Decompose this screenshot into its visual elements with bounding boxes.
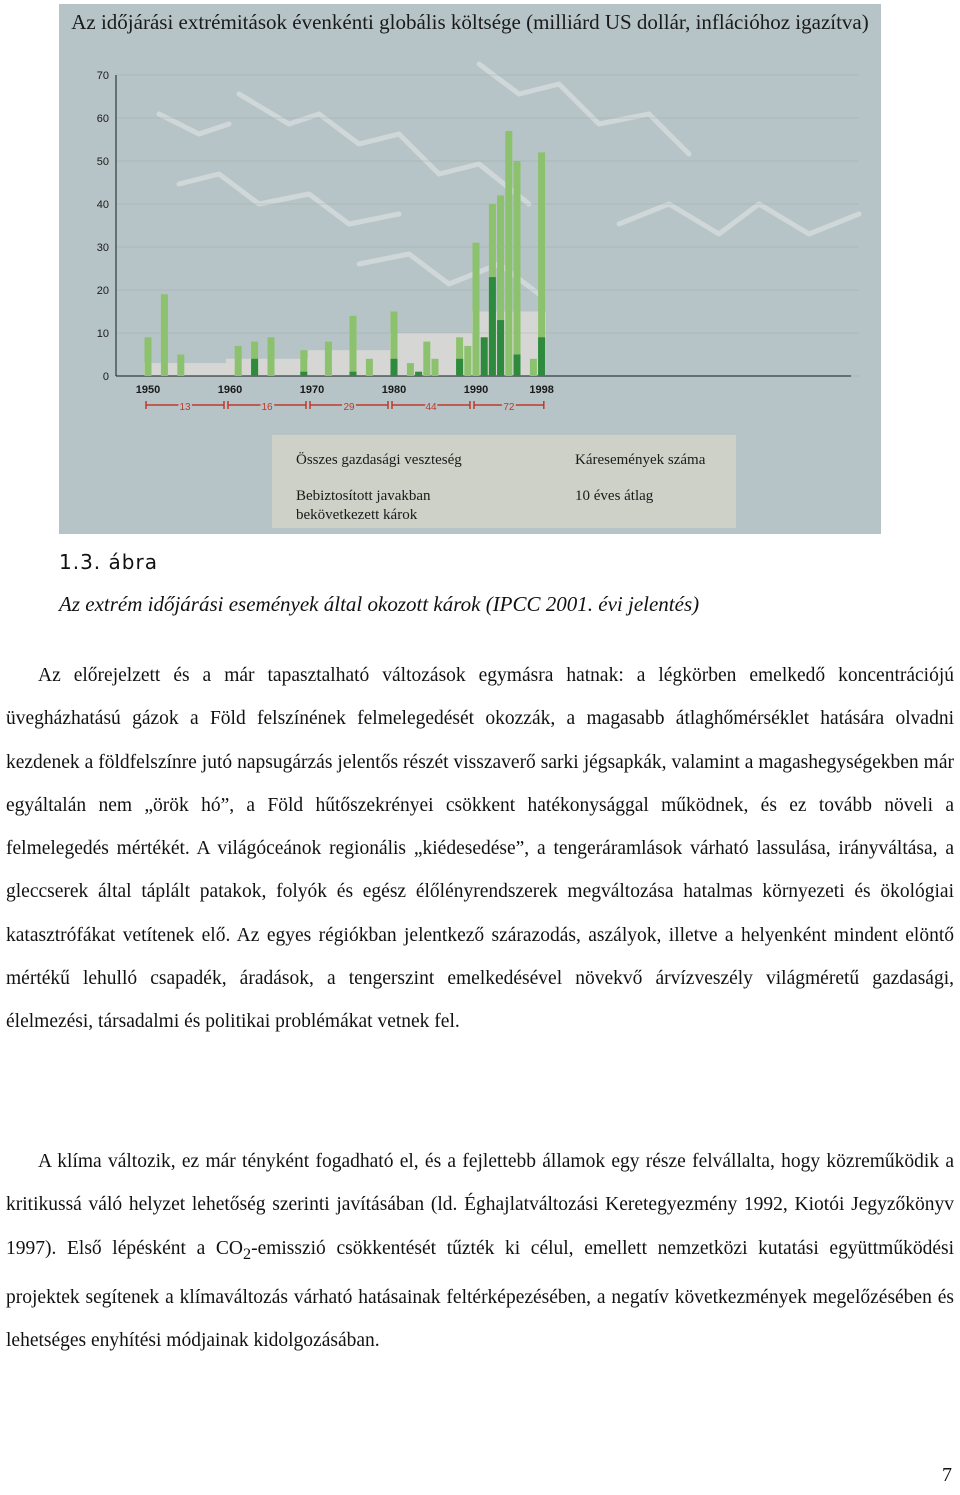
y-tick-label: 30	[96, 242, 109, 254]
event-count-label: 29	[343, 402, 355, 413]
chart-title: Az időjárási extrémitások évenkénti globális költsége (milliárd US dollár, inflációhoz igazítva)	[71, 10, 869, 34]
insured-loss-bar	[300, 372, 307, 376]
page-number: 7	[942, 1464, 952, 1486]
avg-band-1950s	[144, 363, 226, 376]
total-loss-bar	[514, 161, 521, 376]
paragraph-1-text: Az előrejelzett és a már tapasztalható változások egymásra hatnak: a légkörben emelkedő koncentrációjú üvegházhatású gázok a Föld felszínének felmelegedését okozzák, a magasabb átlaghőmérséklet hatására olvadni kezdenek a földfelszínre jutó napsugárzás jelentős részét visszaverő sarki jégsapkák, valamint a magashegységekben már egyáltalán nem „örök hó”, a Föld hűtőszekrényei csökkent hatékonysággal működnek, és ez tovább növeli a felmelegedés mértékét. A világóceánok regionális „kiédesedése”, a tengeráramlások várható lassulása, irányváltása, a gleccserek által táplált patakok, folyók és egész élőlényrendszerek megváltozása hatalmas környezeti és ökológiai katasztrófákat vetítenek elő. Az egyes régiókban jelentkező szárazodás, aszályok, illetve a helyenként mindent elöntő mértékű lehulló csapadék, áradások, a tengerszint emelkedésével növekvő árvízveszély világméretű gazdasági, élelmezési, társadalmi és politikai problémákat vetnek fel.	[6, 665, 954, 1033]
total-loss-bar	[350, 316, 357, 376]
legend-insured-loss-line2: bekövetkezett károk	[296, 507, 418, 523]
total-loss-bar	[464, 346, 471, 376]
total-loss-bar	[145, 337, 152, 376]
total-loss-bar	[432, 359, 439, 376]
insured-loss-bar	[391, 359, 398, 376]
total-loss-bar	[325, 342, 332, 376]
legend-event-count-label: Káresemények száma	[575, 452, 706, 468]
chart-figure	[59, 4, 881, 534]
insured-loss-bar	[514, 355, 521, 377]
y-tick-label: 40	[96, 199, 109, 211]
y-tick-label: 10	[96, 328, 109, 340]
insured-loss-bar	[497, 320, 504, 376]
total-loss-bar	[407, 363, 414, 376]
legend-ten-year-avg-label: 10 éves átlag	[575, 488, 654, 504]
insured-loss-bar	[251, 359, 258, 376]
paragraph-2	[6, 1140, 954, 1362]
x-tick-label: 1970	[299, 384, 325, 396]
event-count-label: 44	[425, 402, 437, 413]
y-tick-label: 50	[96, 156, 109, 168]
total-loss-bar	[423, 342, 430, 376]
paragraph-1	[6, 654, 954, 1044]
y-tick-label: 20	[96, 285, 109, 297]
total-loss-bar	[235, 346, 242, 376]
insured-loss-bar	[489, 277, 496, 376]
insured-loss-bar	[456, 359, 463, 376]
co2-subscript: 2	[242, 1244, 252, 1263]
x-tick-label: 1980	[381, 384, 407, 396]
paragraph-2-text-b: -emisszió csökkentését tűzték ki célul, emellett nemzetközi kutatási együttműködési projektek segítenek a klímaváltozás várható hatásainak feltérképezésében, a negatív következmények megelőzésében és lehetséges enyhítési módjainak kidolgozásában.	[6, 1237, 954, 1352]
event-count-label: 13	[179, 402, 191, 413]
paragraph-2-text-a: A klíma változik, ez már tényként fogadható el, és a fejlettebb államok egy része felvállalta, hogy közreműködik a kritikussá váló helyzet lehetőség szerinti javításában (ld. Éghajlatváltozási Keretegyezmény 1992, Kiotói Jegyzőkönyv 1997). Első lépésként a CO	[6, 1151, 954, 1259]
legend-total-loss-label: Összes gazdasági veszteség	[296, 452, 462, 468]
y-tick-label: 70	[96, 70, 109, 82]
x-tick-label: 1998	[529, 384, 554, 396]
avg-band-1970s	[308, 350, 390, 376]
insured-loss-bar	[481, 337, 488, 376]
total-loss-bar	[161, 294, 168, 376]
insured-loss-bar	[350, 372, 357, 376]
insured-loss-bar	[415, 372, 422, 376]
total-loss-bar	[473, 243, 480, 376]
total-loss-bar	[530, 359, 537, 376]
event-count-label: 16	[261, 402, 273, 413]
insured-loss-bar	[538, 337, 545, 376]
figure-caption: Az extrém időjárási események által okozott károk (IPCC 2001. évi jelentés)	[59, 592, 700, 616]
y-tick-label: 0	[102, 371, 109, 383]
total-loss-bar	[177, 355, 184, 377]
total-loss-bar	[268, 337, 275, 376]
x-tick-label: 1950	[135, 384, 161, 396]
figure-number: 1.3. ábra	[59, 550, 158, 574]
legend-insured-loss-line1: Bebiztosított javakban	[296, 488, 431, 504]
x-tick-label: 1960	[217, 384, 243, 396]
x-tick-label: 1990	[463, 384, 489, 396]
event-count-label: 72	[503, 402, 515, 413]
y-tick-label: 60	[96, 113, 109, 125]
total-loss-bar	[366, 359, 373, 376]
total-loss-bar	[505, 131, 512, 376]
chart-legend	[272, 435, 736, 528]
